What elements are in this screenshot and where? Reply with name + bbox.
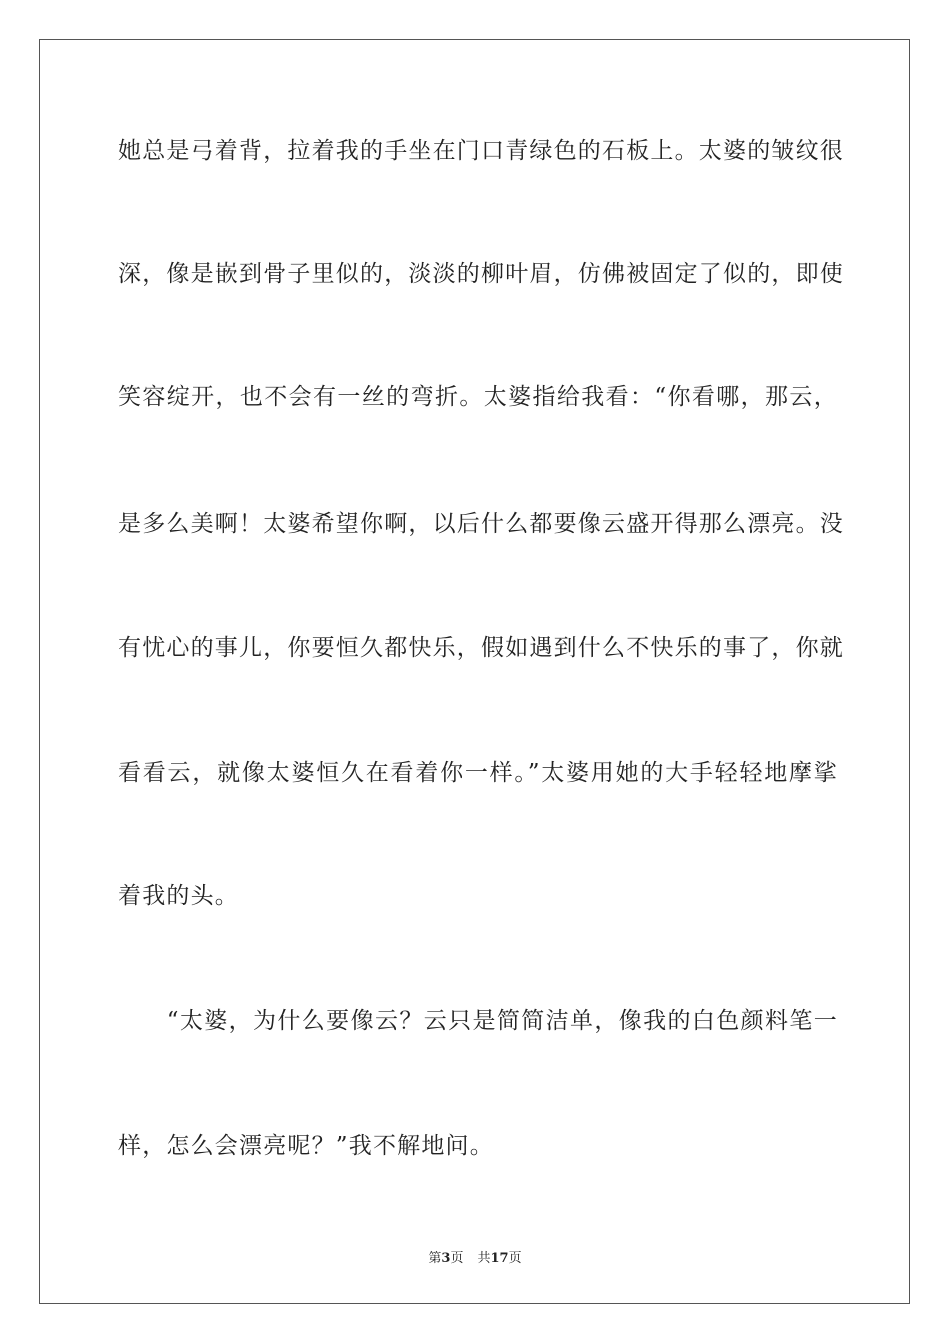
text-line-7: 着我的头。 xyxy=(118,883,239,909)
text-line-3: 笑容绽开，也不会有一丝的弯折。太婆指给我看：“你看哪，那云， xyxy=(118,384,838,410)
footer-page-number: 3 xyxy=(441,1251,451,1266)
text-line-4: 是多么美啊！太婆希望你啊，以后什么都要像云盛开得那么漂亮。没 xyxy=(118,511,844,537)
footer-total-suffix: 页 xyxy=(508,1251,522,1266)
text-line-2: 深，像是嵌到骨子里似的，淡淡的柳叶眉，仿佛被固定了似的，即使 xyxy=(118,261,844,287)
footer-page-suffix: 页 xyxy=(450,1251,464,1266)
footer-total-number: 17 xyxy=(490,1251,509,1266)
text-line-8: “太婆，为什么要像云？云只是简简洁单，像我的白色颜料笔一 xyxy=(118,1008,838,1034)
page-frame xyxy=(39,39,910,1304)
text-line-6: 看看云，就像太婆恒久在看着你一样。”太婆用她的大手轻轻地摩挲 xyxy=(118,760,838,786)
page-footer xyxy=(0,1247,950,1266)
text-line-9: 样，怎么会漂亮呢？”我不解地问。 xyxy=(118,1133,494,1159)
text-line-5: 有忧心的事儿，你要恒久都快乐，假如遇到什么不快乐的事了，你就 xyxy=(118,635,844,661)
footer-page-prefix: 第 xyxy=(428,1251,442,1266)
footer-total-prefix: 共 xyxy=(477,1251,491,1266)
text-line-1: 她总是弓着背，拉着我的手坐在门口青绿色的石板上。太婆的皱纹很 xyxy=(118,138,844,164)
